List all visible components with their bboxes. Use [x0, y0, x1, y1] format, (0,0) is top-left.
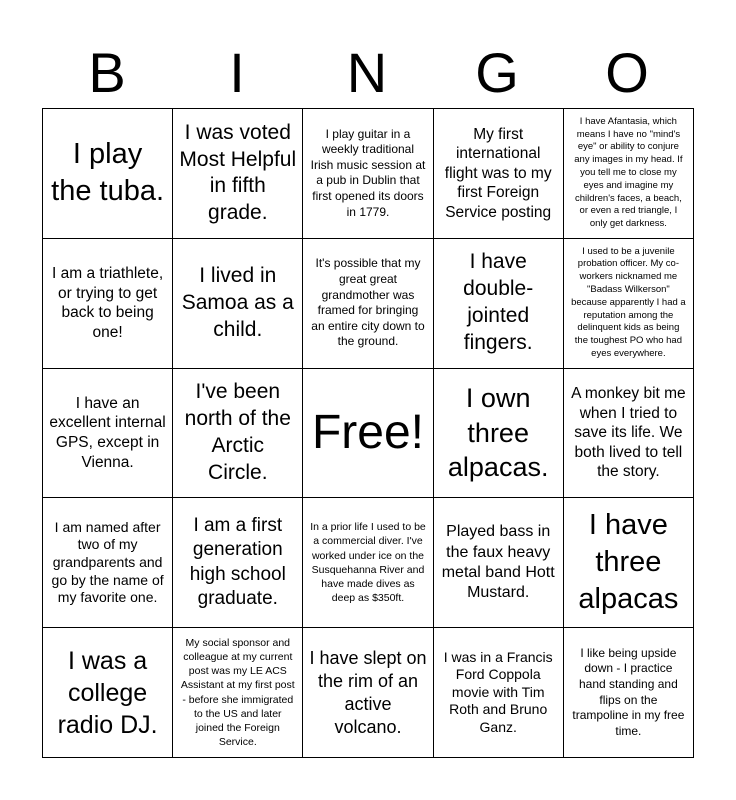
- header-letter-n: N: [346, 41, 388, 104]
- bingo-cell[interactable]: I lived in Samoa as a child.: [173, 239, 303, 369]
- header-letter-i: I: [229, 41, 245, 104]
- bingo-cell[interactable]: My social sponsor and colleague at my current post was my LE ACS Assistant at my first post - before she immigrated to the US and later joined the Foreign Service.: [173, 628, 303, 758]
- bingo-card-grid: [42, 108, 694, 758]
- bingo-cell[interactable]: A monkey bit me when I tried to save its life. We both lived to tell the story.: [564, 369, 694, 499]
- bingo-cell[interactable]: I am named after two of my grandparents and go by the name of my favorite one.: [43, 498, 173, 628]
- bingo-cell[interactable]: I have double-jointed fingers.: [434, 239, 564, 369]
- bingo-cell[interactable]: I've been north of the Arctic Circle.: [173, 369, 303, 499]
- bingo-cell[interactable]: It's possible that my great great grandmother was framed for bringing an entire city down to the ground.: [303, 239, 433, 369]
- bingo-cell[interactable]: I was voted Most Helpful in fifth grade.: [173, 109, 303, 239]
- bingo-header: [42, 38, 694, 108]
- bingo-cell[interactable]: I am a triathlete, or trying to get back to being one!: [43, 239, 173, 369]
- bingo-cell[interactable]: I was a college radio DJ.: [43, 628, 173, 758]
- bingo-cell[interactable]: Played bass in the faux heavy metal band Hott Mustard.: [434, 498, 564, 628]
- header-letter-b: B: [88, 41, 126, 104]
- bingo-cell[interactable]: I used to be a juvenile probation officer. My co-workers nicknamed me "Badass Wilkerson" because apparently I had a reputation among the delinquent kids as being the toughest PO who had eyes everywhere.: [564, 239, 694, 369]
- bingo-cell[interactable]: I have Afantasia, which means I have no "mind's eye" or ability to conjure any images in my head. If you tell me to close my eyes and imagine my children's faces, a beach, or even a red triangle, I only get darkness.: [564, 109, 694, 239]
- bingo-cell[interactable]: I play guitar in a weekly traditional Irish music session at a pub in Dublin that first opened its doors in 1779.: [303, 109, 433, 239]
- bingo-cell[interactable]: I was in a Francis Ford Coppola movie with Tim Roth and Bruno Ganz.: [434, 628, 564, 758]
- bingo-cell[interactable]: I like being upside down - I practice hand standing and flips on the trampoline in my free time.: [564, 628, 694, 758]
- bingo-cell[interactable]: My first international flight was to my first Foreign Service posting: [434, 109, 564, 239]
- bingo-cell[interactable]: In a prior life I used to be a commercial diver. I've worked under ice on the Susquehanna River and have made dives as deep as $350ft.: [303, 498, 433, 628]
- header-letter-o: O: [605, 41, 649, 104]
- header-letter-g: G: [475, 41, 519, 104]
- bingo-cell[interactable]: I am a first generation high school graduate.: [173, 498, 303, 628]
- bingo-cell[interactable]: I have three alpacas: [564, 498, 694, 628]
- bingo-cell[interactable]: I have an excellent internal GPS, except in Vienna.: [43, 369, 173, 499]
- bingo-cell[interactable]: I own three alpacas.: [434, 369, 564, 499]
- free-space-cell[interactable]: Free!: [303, 369, 433, 499]
- bingo-cell[interactable]: I have slept on the rim of an active volcano.: [303, 628, 433, 758]
- bingo-cell[interactable]: I play the tuba.: [43, 109, 173, 239]
